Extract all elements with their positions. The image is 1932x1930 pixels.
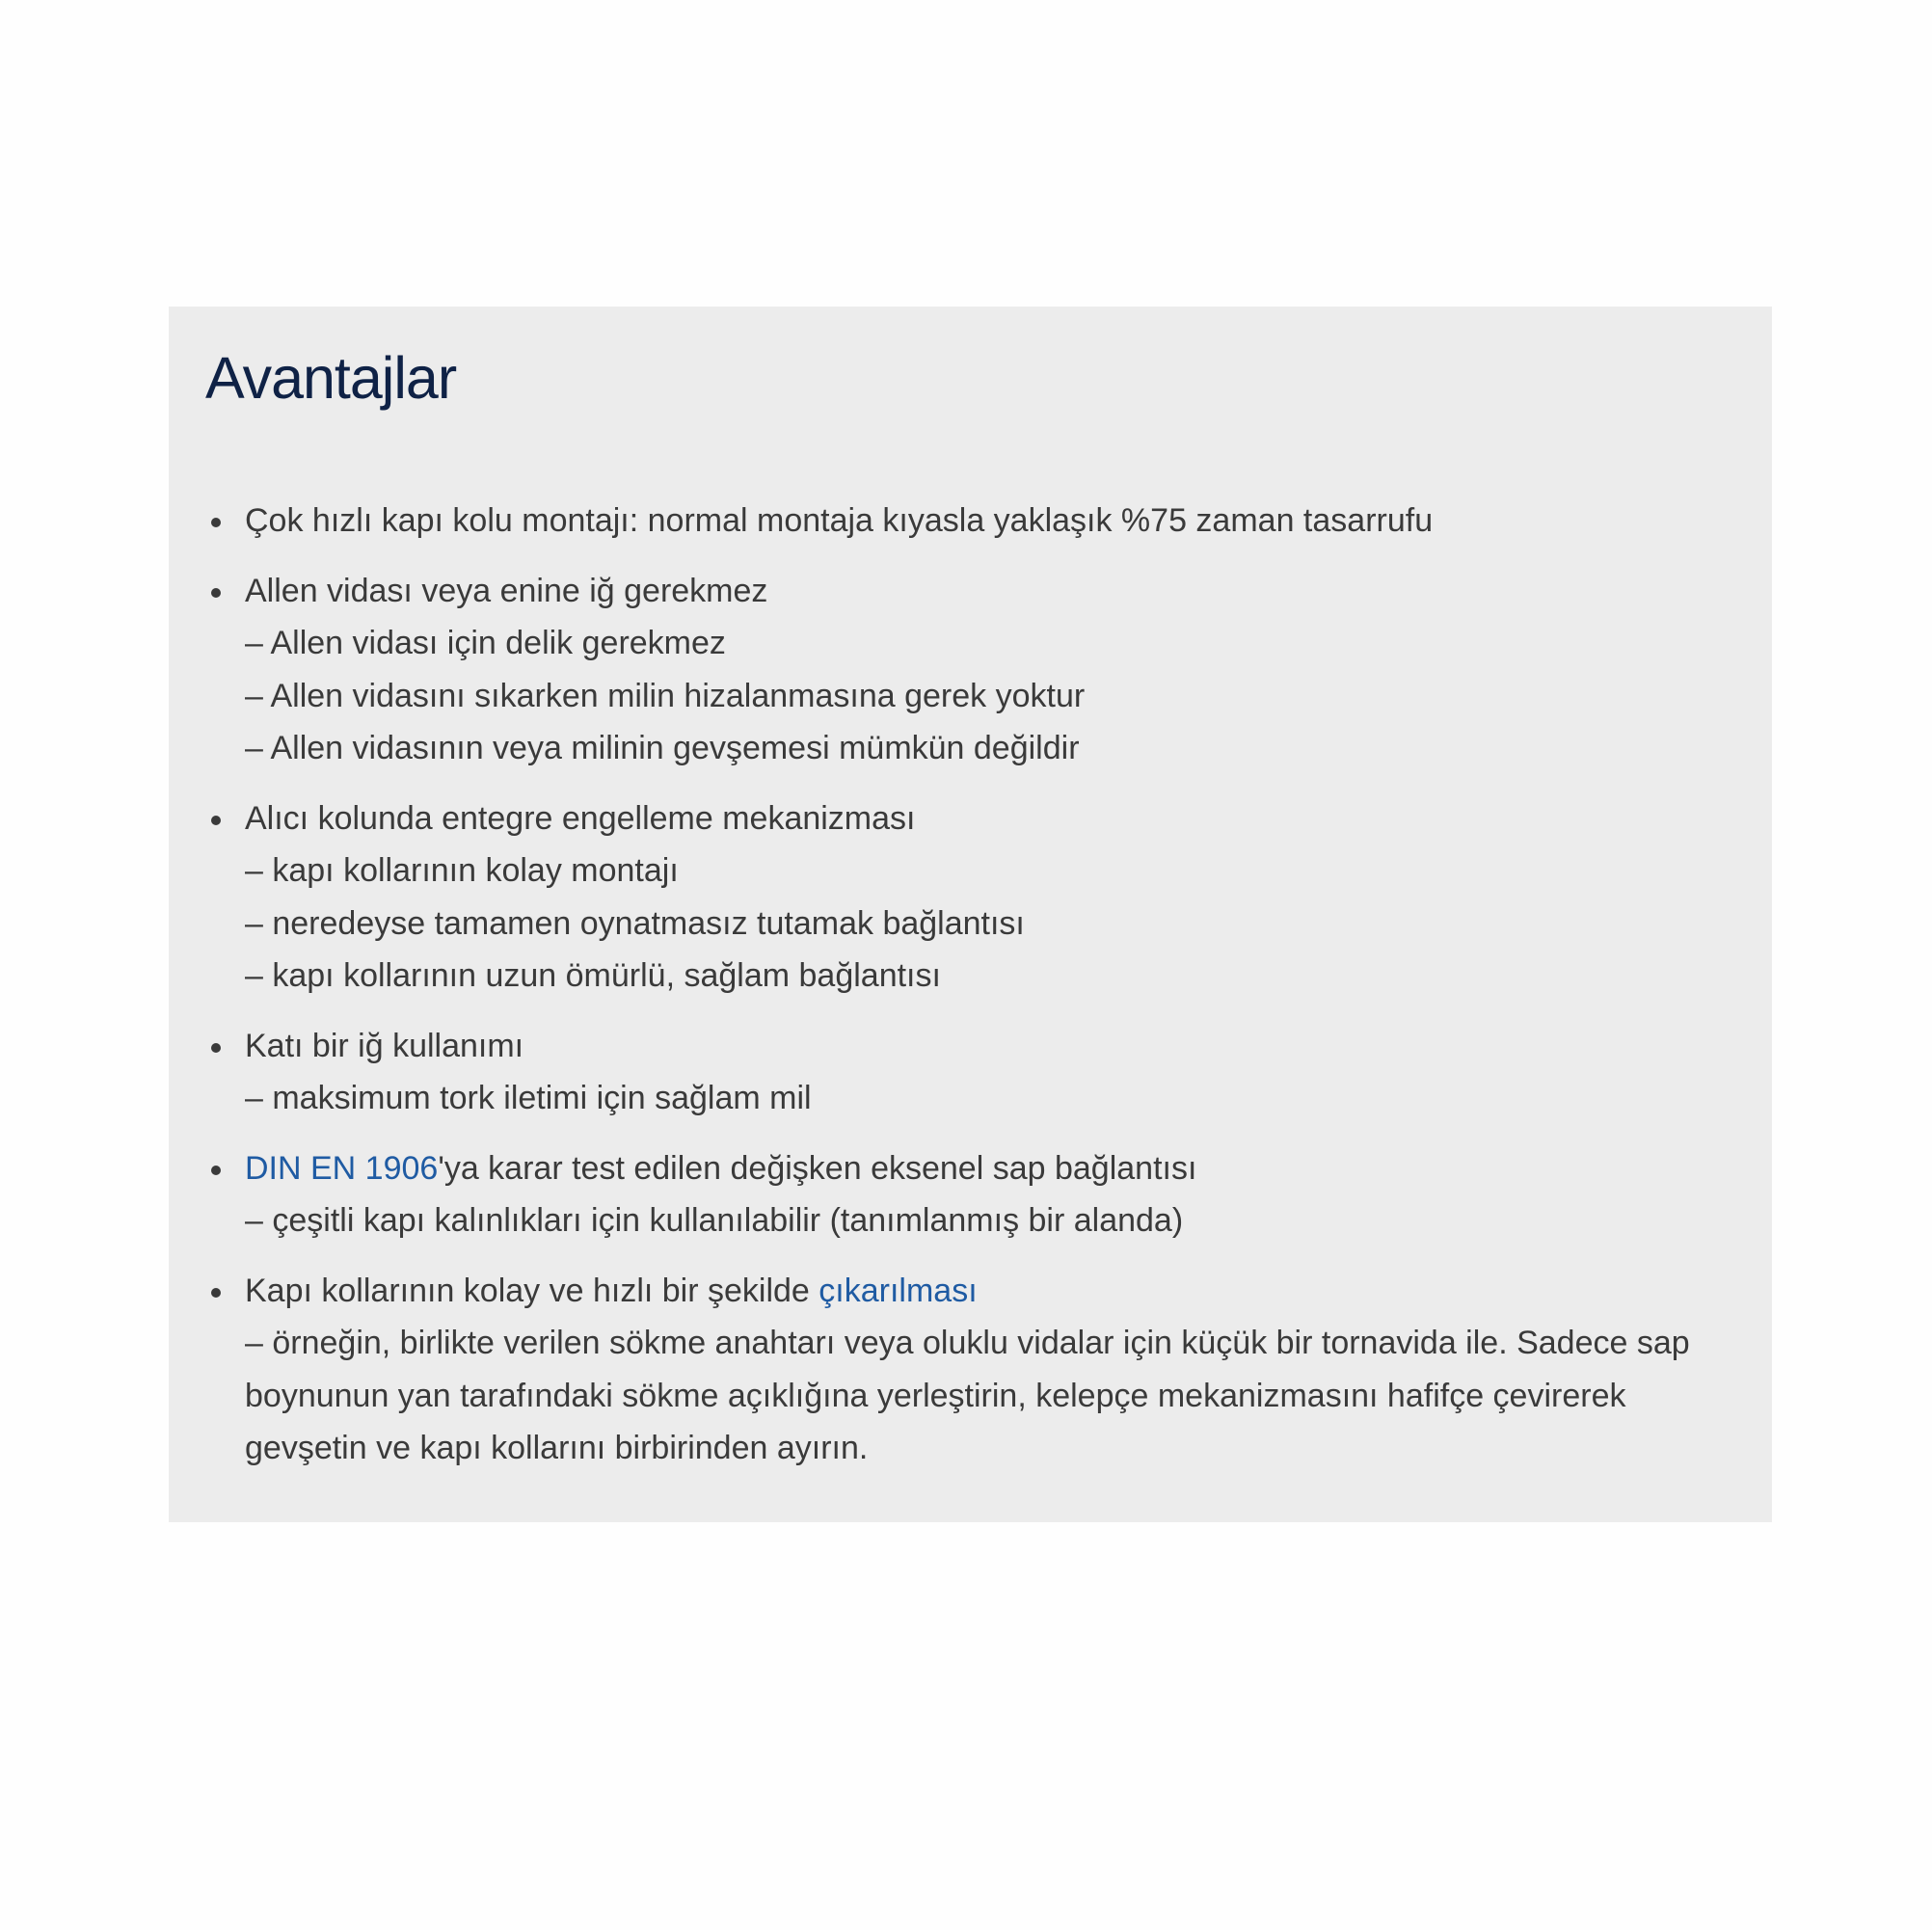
item-text: 'ya karar test edilen değişken eksenel sap bağlantısı [438, 1149, 1197, 1187]
sub-item-text: – Allen vidasının veya milinin gevşemesi mümkün değildir [245, 730, 1080, 766]
bullet-icon [211, 1043, 221, 1053]
item-text-line [245, 1142, 1733, 1195]
item-text: Katı bir iğ kullanımı [245, 1027, 524, 1064]
item-text: Çok hızlı kapı kolu montajı: normal montaja kıyasla yaklaşık %75 zaman tasarrufu [245, 502, 1434, 539]
bullet-icon [211, 1166, 221, 1175]
bullet-icon [211, 1288, 221, 1298]
advantages-list [205, 495, 1733, 1475]
sub-item-text: – Allen vidası için delik gerekmez [245, 625, 726, 661]
din-en-1906-link[interactable]: DIN EN 1906 [245, 1149, 439, 1187]
bullet-icon [211, 518, 221, 527]
sub-item-text: – kapı kollarının kolay montajı [245, 852, 679, 889]
removal-link[interactable]: çıkarılması [818, 1272, 978, 1309]
list-item [205, 1265, 1733, 1475]
list-item [205, 1142, 1733, 1247]
panel-title: Avantajlar [205, 345, 457, 411]
sub-item-text: – Allen vidasını sıkarken milin hizalanmasına gerek yoktur [245, 677, 1086, 714]
sub-item-text: – çeşitli kapı kalınlıkları için kullanılabilir (tanımlanmış bir alanda) [245, 1202, 1184, 1239]
advantages-panel [169, 307, 1772, 1522]
sub-item-text: – maksimum tork iletimi için sağlam mil [245, 1080, 812, 1116]
list-item [205, 1020, 1733, 1125]
item-text: Kapı kollarının kolay ve hızlı bir şekilde [245, 1272, 819, 1309]
sub-item-paragraph: – örneğin, birlikte verilen sökme anahtarı veya oluklu vidalar için küçük bir tornavida ile. Sadece sap boynunun yan tarafındaki sökme açıklığına yerleştirin, kelepçe mekanizmasını hafifçe çevirerek gevşetin ve kapı kollarını birbirinden ayırın. [245, 1325, 1690, 1466]
list-item [205, 792, 1733, 1003]
item-text-line [245, 1265, 1733, 1318]
list-item [205, 495, 1733, 548]
list-item [205, 565, 1733, 775]
item-text: Alıcı kolunda entegre engelleme mekanizması [245, 799, 916, 837]
sub-item-text: – neredeyse tamamen oynatmasız tutamak bağlantısı [245, 904, 1025, 942]
item-text: Allen vidası veya enine iğ gerekmez [245, 572, 768, 609]
bullet-icon [211, 588, 221, 598]
sub-item-text: – kapı kollarının uzun ömürlü, sağlam bağlantısı [245, 957, 941, 994]
bullet-icon [211, 816, 221, 825]
